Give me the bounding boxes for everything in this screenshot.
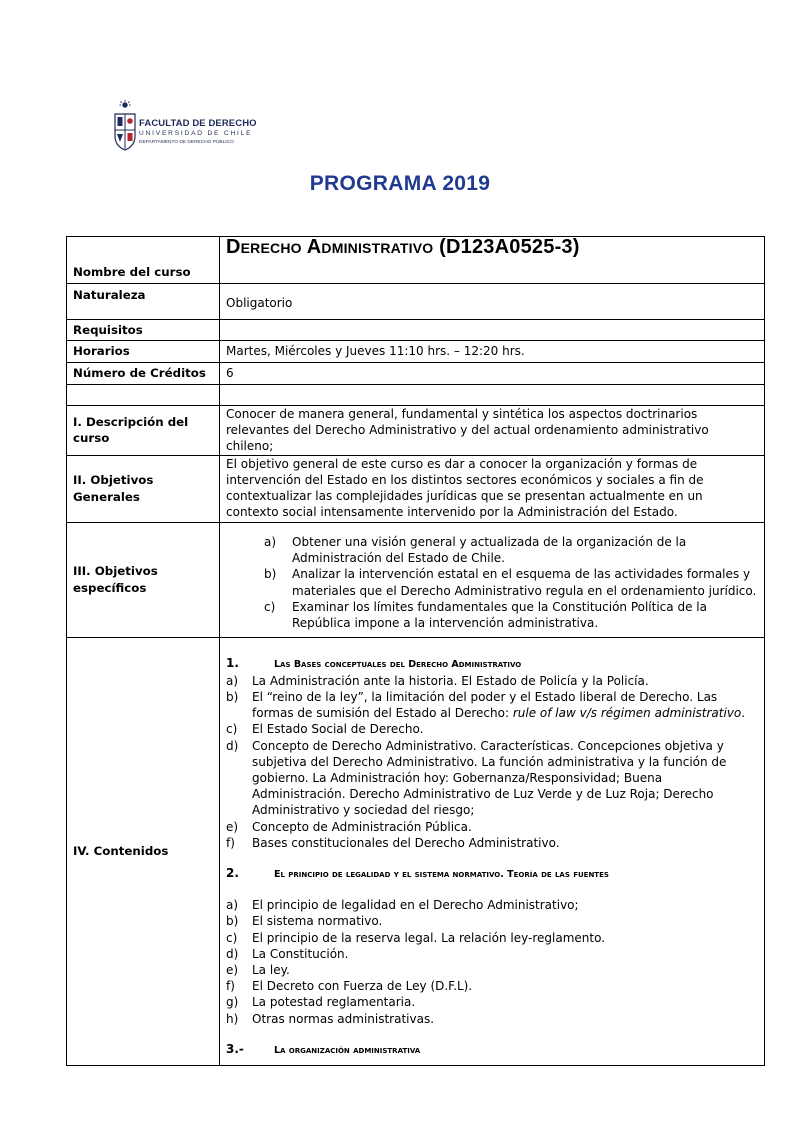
- list-item: [226, 721, 758, 737]
- list-item: [226, 897, 758, 913]
- list-marker: e): [226, 963, 239, 978]
- specific-objectives-label: III. Objetivos específicos: [67, 522, 220, 637]
- list-item-tail: .: [741, 706, 746, 721]
- list-marker: b): [226, 690, 239, 705]
- list-item-text: El Estado Social de Derecho.: [252, 722, 424, 737]
- contents-section-2: [226, 851, 758, 1027]
- credits-label: Número de Créditos: [67, 363, 220, 385]
- requirements-label: Requisitos: [67, 320, 220, 341]
- section-items-list: [226, 673, 758, 851]
- course-program-table: [66, 236, 765, 1066]
- list-item-text: El Decreto con Fuerza de Ley (D.F.L).: [252, 979, 473, 994]
- section-heading: [226, 865, 758, 883]
- section-number: 2.: [226, 866, 239, 881]
- list-item: [226, 689, 758, 721]
- schedule-value: Martes, Miércoles y Jueves 11:10 hrs. – 12:20 hrs.: [220, 341, 765, 363]
- list-marker: f): [226, 979, 235, 994]
- course-name-label: Nombre del curso: [67, 237, 220, 284]
- list-item-text: Bases constitucionales del Derecho Administrativo.: [252, 835, 560, 850]
- list-item: [226, 913, 758, 929]
- table-row: [67, 284, 765, 320]
- list-item-text: El sistema normativo.: [252, 914, 383, 929]
- section-title: La organización administrativa: [274, 1044, 421, 1056]
- list-item-text: Concepto de Administración Pública.: [252, 819, 472, 834]
- table-row: [67, 637, 765, 1065]
- list-item: [226, 946, 758, 962]
- section-title: Las Bases conceptuales del Derecho Administrativo: [274, 658, 522, 670]
- list-marker: c): [264, 599, 276, 614]
- list-item: [226, 599, 758, 631]
- table-row: [67, 341, 765, 363]
- schedule-label: Horarios: [67, 341, 220, 363]
- general-objectives-value: El objetivo general de este curso es dar a conocer la organización y formas de intervención del Estado en los distintos sectores económicos y sociales a fin de contextualizar las complejidades jurídicas que se presentan actualmente en un contexto social intensamente intervenido por la Administración del Estado.: [220, 455, 765, 522]
- list-item-italic-text: rule of law v/s régimen administrativo: [512, 706, 742, 721]
- list-marker: a): [264, 535, 277, 549]
- requirements-value: [220, 320, 765, 341]
- list-item: [226, 819, 758, 835]
- list-marker: f): [226, 835, 235, 850]
- section-items-list: [226, 897, 758, 1027]
- credits-value: 6: [220, 363, 765, 385]
- list-marker: d): [226, 946, 239, 961]
- list-marker: g): [226, 995, 239, 1010]
- nature-value: Obligatorio: [220, 284, 765, 320]
- contents-label: IV. Contenidos: [67, 637, 220, 1065]
- list-item: [226, 566, 758, 598]
- contents-section-1: [226, 638, 758, 851]
- empty-cell: [220, 385, 765, 406]
- table-row: [67, 522, 765, 637]
- list-item: [226, 835, 758, 851]
- table-row: [67, 406, 765, 456]
- table-row: [67, 237, 765, 284]
- table-row-empty: [67, 385, 765, 406]
- section-number: 3.-: [226, 1041, 244, 1056]
- specific-objectives-value: [220, 522, 765, 637]
- general-objectives-label: II. Objetivos Generales: [67, 455, 220, 522]
- list-item-text: La Administración ante la historia. El Estado de Policía y la Policía.: [252, 673, 649, 688]
- logo-department-name: DEPARTAMENTO DE DERECHO PÚBLICO: [139, 140, 234, 145]
- contents-section-3: [226, 1027, 758, 1059]
- list-item: [226, 1011, 758, 1027]
- section-title: El principio de legalidad y el sistema normativo. Teoría de las fuentes: [274, 869, 609, 881]
- list-marker: b): [264, 567, 277, 582]
- list-item-text: Analizar la intervención estatal en el esquema de las actividades formales y materiales que el Derecho Administrativo regula en el ordenamiento jurídico.: [292, 567, 757, 598]
- list-item-text: La Constitución.: [252, 946, 349, 961]
- nature-label: Naturaleza: [67, 284, 220, 320]
- page-title: PROGRAMA 2019: [309, 172, 491, 195]
- table-row: [67, 320, 765, 341]
- list-marker: a): [226, 673, 239, 688]
- description-value: Conocer de manera general, fundamental y sintética los aspectos doctrinarios relevantes del Derecho Administrativo y del actual ordenamiento administrativo chileno;: [220, 406, 765, 456]
- list-item-text: Examinar los límites fundamentales que la Constitución Política de la República impone a la intervención administrativa.: [292, 599, 707, 631]
- list-item: [226, 978, 758, 994]
- list-marker: c): [226, 722, 238, 737]
- list-item-text: La potestad reglamentaria.: [252, 995, 416, 1010]
- list-marker: a): [226, 898, 239, 913]
- university-crest-icon: [112, 100, 138, 152]
- list-marker: c): [226, 930, 238, 945]
- list-item-text: Otras normas administrativas.: [252, 1011, 435, 1026]
- description-label: I. Descripción del curso: [67, 406, 220, 456]
- list-item: [226, 994, 758, 1010]
- list-item: [226, 673, 758, 689]
- empty-cell: [67, 385, 220, 406]
- section-number: 1.: [226, 655, 239, 670]
- list-item: [226, 930, 758, 946]
- list-item: [226, 738, 758, 819]
- list-marker: e): [226, 819, 239, 834]
- list-item-text: El principio de legalidad en el Derecho Administrativo;: [252, 898, 579, 913]
- list-marker: h): [226, 1011, 239, 1026]
- logo-university-name: UNIVERSIDAD DE CHILE: [139, 130, 253, 137]
- faculty-logo: [112, 100, 272, 152]
- list-item-text: El principio de la reserva legal. La relación ley-reglamento.: [252, 930, 606, 945]
- list-marker: d): [226, 738, 239, 753]
- course-name-value: [220, 237, 765, 284]
- list-item-text: Concepto de Derecho Administrativo. Características. Concepciones objetiva y subjetiva del Derecho Administrativo. La función administrativa y la función de gobierno. La Administración hoy: Gobernanza/Responsividad; Buena Administración. Derecho Administrativo de Luz Verde y de Luz Roja; Derecho Administrativo y sociedad del riesgo;: [252, 738, 727, 818]
- list-marker: b): [226, 914, 239, 929]
- list-item: [226, 534, 758, 566]
- list-item-text: El “reino de la ley”, la limitación del poder y el Estado liberal de Derecho. Las formas de sumisión del Estado al Derecho:: [252, 690, 718, 721]
- list-item: [226, 962, 758, 978]
- table-row: [67, 363, 765, 385]
- logo-faculty-name: FACULTAD DE DERECHO: [139, 118, 257, 129]
- specific-objectives-list: [226, 534, 758, 631]
- list-item-text: La ley.: [252, 963, 290, 978]
- table-row: [67, 455, 765, 522]
- section-heading: [226, 1041, 758, 1059]
- contents-value: [220, 637, 765, 1065]
- list-item-text: Obtener una visión general y actualizada de la organización de la Administración del Estado de Chile.: [292, 535, 687, 566]
- course-name-text: Derecho Administrativo (D123A0525-3): [226, 236, 580, 258]
- section-heading: [226, 655, 758, 673]
